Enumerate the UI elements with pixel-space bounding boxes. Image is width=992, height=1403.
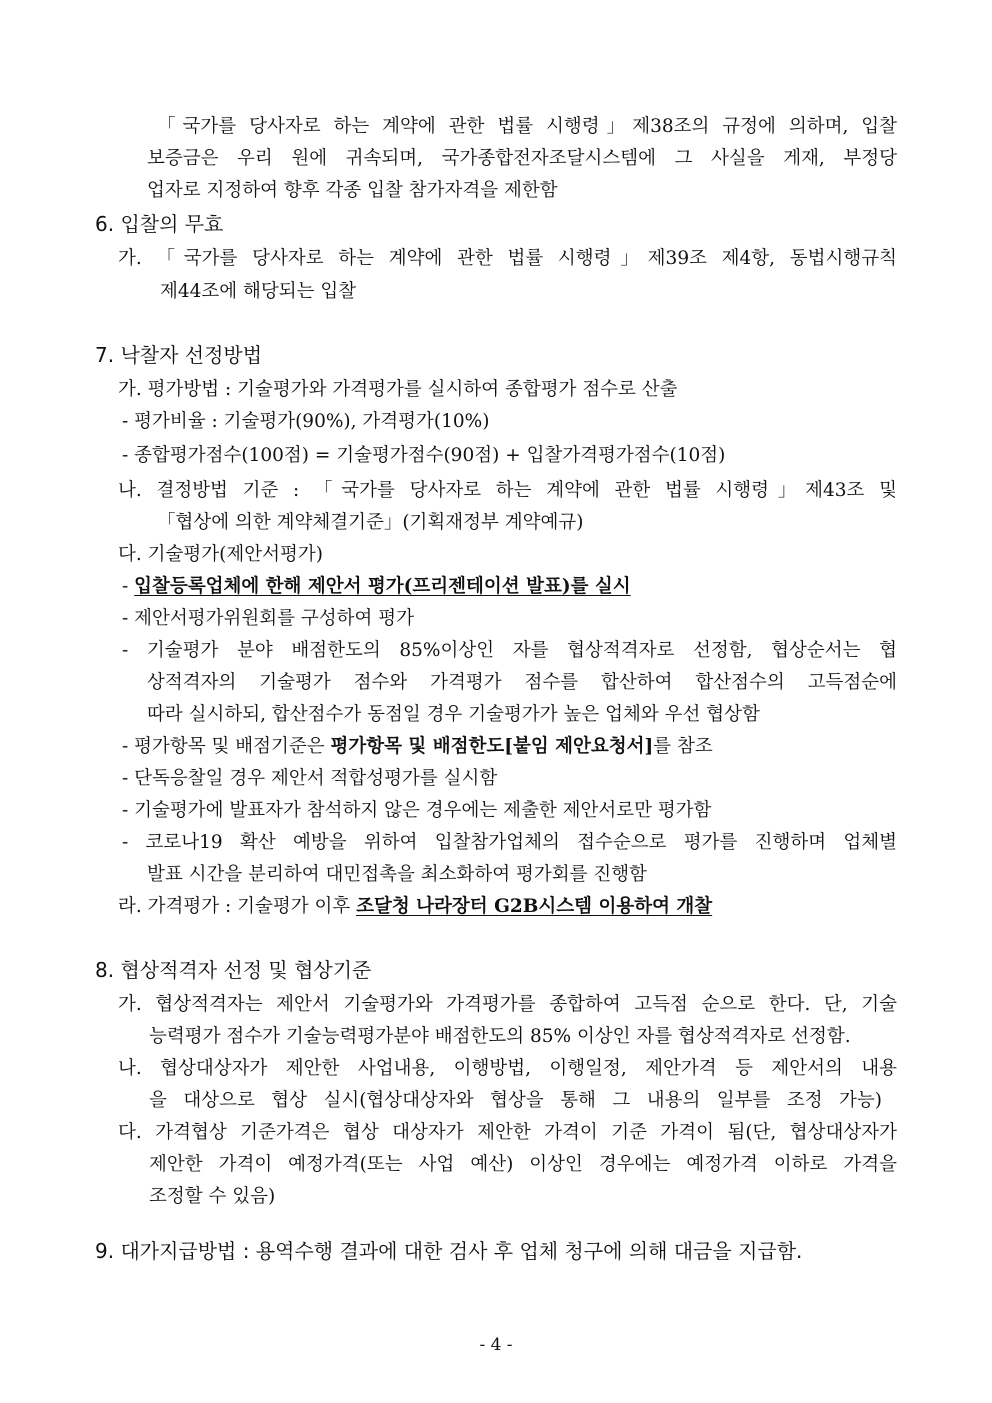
- intro-line-3: 업자로 지정하여 향후 각종 입찰 참가자격을 제한함: [147, 180, 558, 201]
- section-7-heading: 7. 낙찰자 선정방법: [95, 343, 263, 367]
- s7-d7-line-1: - 코로나19 확산 예방을 위하여 입찰참가업체의 접수순으로 평가를 진행하며 업체별: [122, 832, 897, 853]
- s7-total-score: - 종합평가점수(100점) = 기술평가점수(90점) + 입찰가격평가점수(10점): [122, 445, 726, 466]
- section-6-heading: 6. 입찰의 무효: [95, 212, 224, 236]
- s7-d4-pre: - 평가항목 및 배점기준은: [122, 736, 331, 757]
- s7-ga: 가. 평가방법 : 기술평가와 가격평가를 실시하여 종합평가 점수로 산출: [118, 379, 678, 400]
- s8-na-line-2: 을 대상으로 협상 실시(협상대상자와 협상을 통해 그 내용의 일부를 조정 가능): [149, 1090, 882, 1111]
- s7-ra: [118, 894, 712, 920]
- s7-d2: - 제안서평가위원회를 구성하여 평가: [122, 608, 414, 629]
- s7-d6: - 기술평가에 발표자가 참석하지 않은 경우에는 제출한 제안서로만 평가함: [122, 800, 712, 821]
- intro-line-2: 보증금은 우리 원에 귀속되며, 국가종합전자조달시스템에 그 사실을 게재, 부정당: [147, 148, 897, 169]
- s8-da-line-3: 조정할 수 있음): [149, 1186, 276, 1207]
- s6-ga-line-2: 제44조에 해당되는 입찰: [160, 281, 357, 302]
- s7-d1: [122, 574, 631, 600]
- s7-d3-line-2: 상적격자의 기술평가 점수와 가격평가 점수를 합산하여 합산점수의 고득점순에: [147, 672, 897, 693]
- s7-ra-bold: 조달청 나라장터 G2B시스템 이용하여 개찰: [356, 896, 713, 917]
- s7-d1-bold: 입찰등록업체에 한해 제안서 평가(프리젠테이션 발표)를 실시: [134, 576, 631, 597]
- s7-d4-post: 를 참조: [653, 736, 713, 757]
- intro-line-1: 「국가를 당사자로 하는 계약에 관한 법률 시행령」제38조의 규정에 의하며, 입찰: [157, 116, 897, 137]
- s7-d1-dash: -: [122, 576, 135, 597]
- s8-da-line-1: 다. 가격협상 기준가격은 협상 대상자가 제안한 가격이 기준 가격이 됨(단, 협상대상자가: [118, 1122, 897, 1143]
- s8-na-line-1: 나. 협상대상자가 제안한 사업내용, 이행방법, 이행일정, 제안가격 등 제안서의 내용: [118, 1058, 897, 1079]
- s7-ra-pre: 라. 가격평가 : 기술평가 이후: [118, 896, 357, 917]
- s7-d4: [122, 734, 713, 760]
- s7-d7-line-2: 발표 시간을 분리하여 대민접촉을 최소화하여 평가회를 진행함: [147, 864, 647, 885]
- section-8-heading: 8. 협상적격자 선정 및 협상기준: [95, 958, 372, 982]
- s7-na-line-1: 나. 결정방법 기준 : 「국가를 당사자로 하는 계약에 관한 법률 시행령」제43조 및: [118, 480, 897, 501]
- s7-d5: - 단독응찰일 경우 제안서 적합성평가를 실시함: [122, 768, 498, 789]
- s7-d4-bold: 평가항목 및 배점한도[붙임 제안요청서]: [330, 736, 654, 757]
- s8-da-line-2: 제안한 가격이 예정가격(또는 사업 예산) 이상인 경우에는 예정가격 이하로 가격을: [149, 1154, 897, 1175]
- page-number: - 4 -: [479, 1335, 513, 1355]
- s7-d3-line-1: - 기술평가 분야 배점한도의 85%이상인 자를 협상적격자로 선정함, 협상순서는 협: [122, 640, 897, 661]
- section-9-heading: 9. 대가지급방법 : 용역수행 결과에 대한 검사 후 업체 청구에 의해 대금을 지급함.: [95, 1239, 803, 1263]
- s7-d3-line-3: 따라 실시하되, 합산점수가 동점일 경우 기술평가가 높은 업체와 우선 협상함: [147, 704, 760, 725]
- s7-na-line-2: 「협상에 의한 계약체결기준」(기획재정부 계약예규): [157, 512, 584, 533]
- s8-ga-line-2: 능력평가 점수가 기술능력평가분야 배점한도의 85% 이상인 자를 협상적격자로 선정함.: [149, 1026, 851, 1047]
- s8-ga-line-1: 가. 협상적격자는 제안서 기술평가와 가격평가를 종합하여 고득점 순으로 한다. 단, 기술: [118, 994, 897, 1015]
- s6-ga-line-1: 가. 「국가를 당사자로 하는 계약에 관한 법률 시행령」제39조 제4항, 동법시행규칙: [118, 248, 897, 269]
- s7-ratio: - 평가비율 : 기술평가(90%), 가격평가(10%): [122, 411, 490, 432]
- s7-da: 다. 기술평가(제안서평가): [118, 544, 323, 565]
